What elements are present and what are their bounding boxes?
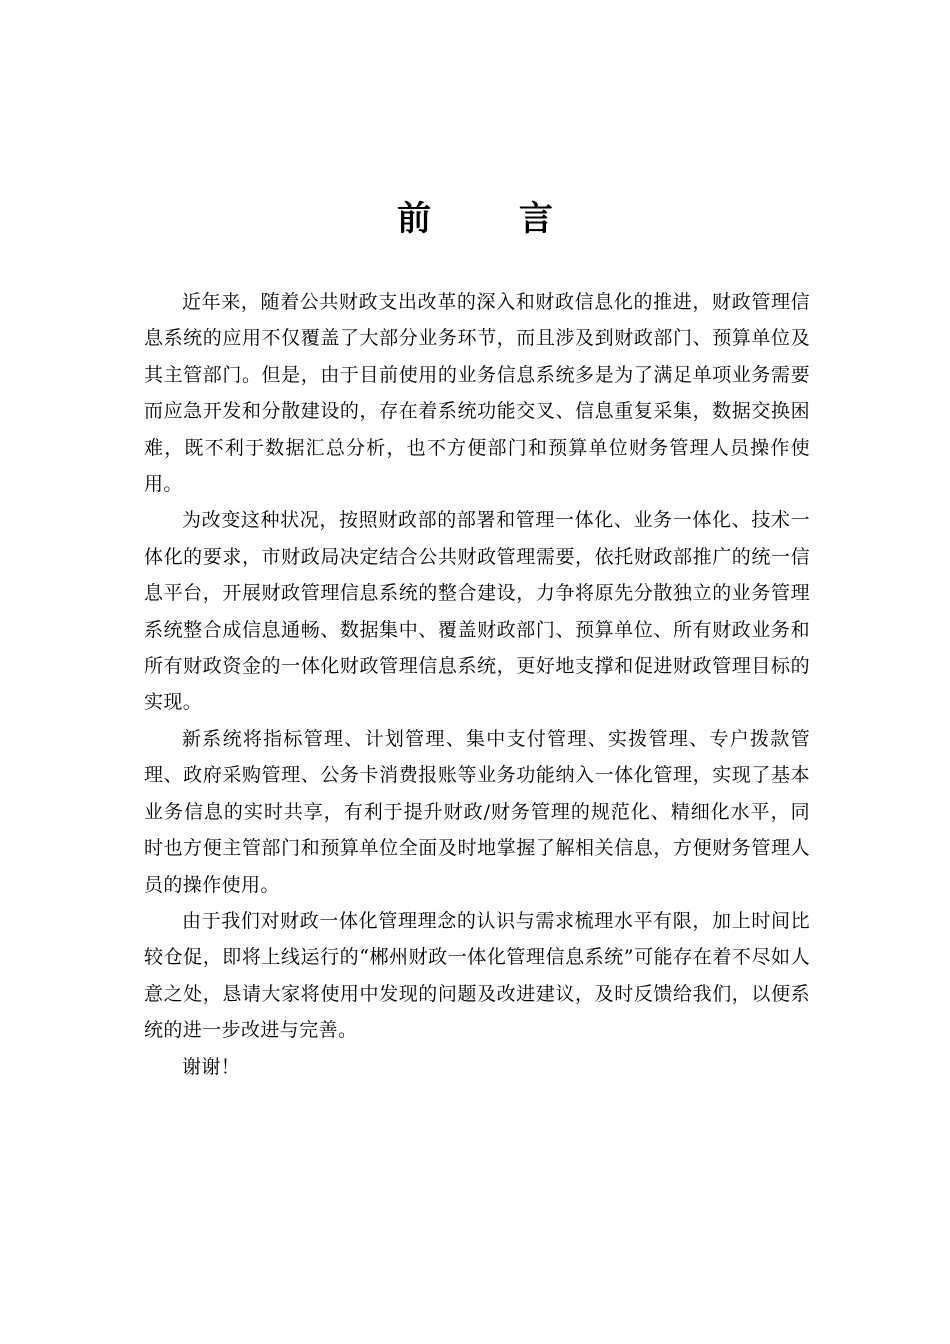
paragraph: 新系统将指标管理、计划管理、集中支付管理、实拨管理、专户拨款管理、政府采购管理、公务卡消费报账等业务功能纳入一体化管理，实现了基本业务信息的实时共享，有利于提升财政/财务管理的规范化、精细化水平，同时也方便主管部门和预算单位全面及时地掌握了解相关信息，方便财务管理人员的操作使用。	[144, 727, 810, 896]
paragraph: 为改变这种状况，按照财政部的部署和管理一体化、业务一体化、技术一体化的要求，市财政局决定结合公共财政管理需要，依托财政部推广的统一信息平台，开展财政管理信息系统的整合建设，力争将原先分散独立的业务管理系统整合成信息通畅、数据集中、覆盖财政部门、预算单位、所有财政业务和所有财政资金的一体化财政管理信息系统，更好地支撑和促进财政管理目标的实现。	[144, 509, 810, 714]
paragraph: 近年来，随着公共财政支出改革的深入和财政信息化的推进，财政管理信息系统的应用不仅覆盖了大部分业务环节，而且涉及到财政部门、预算单位及其主管部门。但是，由于目前使用的业务信息系统多是为了满足单项业务需要而应急开发和分散建设的，存在着系统功能交叉、信息重复采集，数据交换困难，既不利于数据汇总分析，也不方便部门和预算单位财务管理人员操作使用。	[144, 291, 810, 496]
closing-thanks: 谢谢！	[182, 1055, 241, 1078]
page-title: 前 言	[397, 199, 591, 239]
document-body	[144, 284, 810, 1085]
paragraph: 由于我们对财政一体化管理理念的认识与需求梳理水平有限，加上时间比较仓促，即将上线运行的“郴州财政一体化管理信息系统”可能存在着不尽如人意之处，恳请大家将使用中发现的问题及改进建议，及时反馈给我们，以便系统的进一步改进与完善。	[144, 909, 810, 1042]
